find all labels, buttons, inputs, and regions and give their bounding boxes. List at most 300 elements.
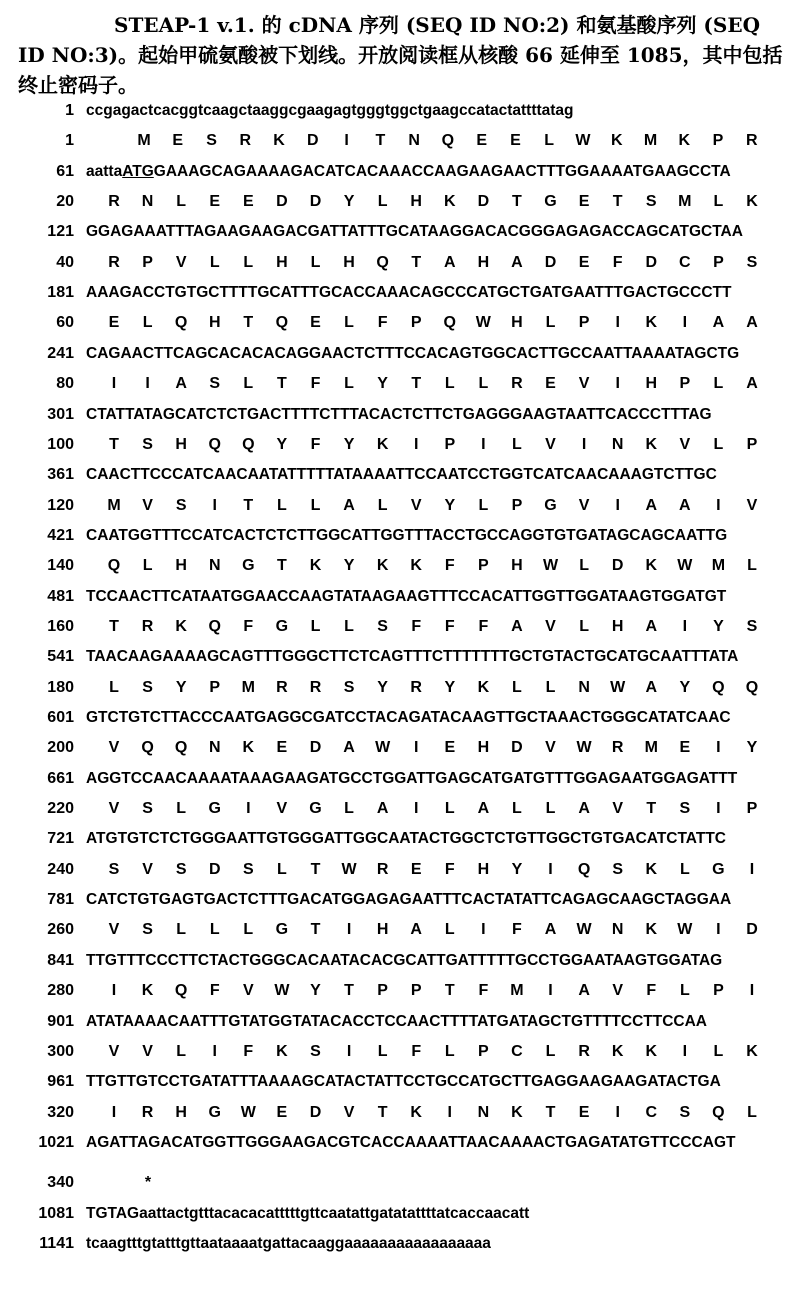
amino-acid: T <box>272 557 292 575</box>
amino-acid: R <box>104 193 124 211</box>
amino-acid: W <box>339 861 359 879</box>
amino-acid: V <box>574 375 594 393</box>
amino-acid: V <box>541 618 561 636</box>
amino-acid-sequence <box>104 254 762 272</box>
amino-acid: V <box>138 497 158 515</box>
amino-acid: L <box>205 254 225 272</box>
nucleotide-row <box>0 1073 800 1103</box>
nucleotide-sequence: TGTAGaattactgtttacacacatttttgttcaatattgatatattttatcaccaacatt <box>86 1205 529 1223</box>
amino-acid: R <box>305 679 325 697</box>
amino-acid: D <box>742 921 762 939</box>
amino-acid: Y <box>507 861 527 879</box>
amino-acid: A <box>339 497 359 515</box>
amino-acid: Q <box>574 861 594 879</box>
amino-acid: G <box>238 557 258 575</box>
amino-acid: S <box>339 679 359 697</box>
amino-acid: V <box>608 800 628 818</box>
amino-acid: L <box>305 497 325 515</box>
amino-acid: I <box>675 1043 695 1061</box>
position-number: 80 <box>0 375 74 393</box>
amino-acid: M <box>134 132 154 150</box>
amino-acid: I <box>742 982 762 1000</box>
amino-acid: K <box>440 193 460 211</box>
amino-acid: A <box>406 921 426 939</box>
position-number: 200 <box>0 739 74 757</box>
amino-acid: T <box>238 497 258 515</box>
amino-acid: Q <box>171 314 191 332</box>
amino-acid: M <box>104 497 124 515</box>
amino-acid-sequence <box>104 921 762 939</box>
amino-acid: P <box>406 982 426 1000</box>
nucleotide-row <box>0 648 800 678</box>
nucleotide-row <box>0 406 800 436</box>
position-number: 421 <box>0 527 74 545</box>
amino-acid: E <box>440 739 460 757</box>
amino-acid: K <box>641 861 661 879</box>
position-number: 781 <box>0 891 74 909</box>
amino-acid: L <box>440 921 460 939</box>
amino-acid: K <box>373 436 393 454</box>
amino-acid: I <box>406 436 426 454</box>
amino-acid: V <box>138 1043 158 1061</box>
amino-acid: W <box>573 132 593 150</box>
position-number: 901 <box>0 1013 74 1031</box>
position-number: 301 <box>0 406 74 424</box>
amino-acid: D <box>305 739 325 757</box>
figure-caption <box>18 10 788 100</box>
amino-acid: Y <box>440 679 460 697</box>
amino-acid: D <box>305 193 325 211</box>
amino-acid: L <box>138 314 158 332</box>
amino-acid: F <box>406 1043 426 1061</box>
amino-acid: R <box>608 739 628 757</box>
amino-acid-row <box>0 1174 800 1204</box>
amino-acid: N <box>404 132 424 150</box>
amino-acid: W <box>541 557 561 575</box>
position-number: 60 <box>0 314 74 332</box>
amino-acid: D <box>272 193 292 211</box>
amino-acid: E <box>541 375 561 393</box>
amino-acid: A <box>708 314 728 332</box>
amino-acid-sequence <box>104 1104 762 1122</box>
amino-acid-row <box>0 1043 800 1073</box>
amino-acid: I <box>337 132 357 150</box>
amino-acid: W <box>473 314 493 332</box>
amino-acid: L <box>238 921 258 939</box>
document-page <box>0 0 800 1291</box>
amino-acid: H <box>473 254 493 272</box>
position-number: 220 <box>0 800 74 818</box>
amino-acid: E <box>104 314 124 332</box>
amino-acid-row <box>0 314 800 344</box>
amino-acid-sequence <box>104 193 762 211</box>
amino-acid: T <box>440 982 460 1000</box>
amino-acid: D <box>541 254 561 272</box>
amino-acid: N <box>205 557 225 575</box>
amino-acid-sequence <box>104 497 762 515</box>
nucleotide-sequence: AAAGACCTGTGCTTTTGCATTTGCACCAAACAGCCCATGCTGATGAATTTGACTGCCCTT <box>86 284 731 302</box>
amino-acid: R <box>406 679 426 697</box>
amino-acid: I <box>608 375 628 393</box>
amino-acid: E <box>272 1104 292 1122</box>
amino-acid: P <box>574 314 594 332</box>
amino-acid: L <box>473 497 493 515</box>
position-number: 841 <box>0 952 74 970</box>
nucleotide-row <box>0 163 800 193</box>
amino-acid: L <box>238 254 258 272</box>
amino-acid: K <box>238 739 258 757</box>
amino-acid: F <box>507 921 527 939</box>
position-number: 180 <box>0 679 74 697</box>
amino-acid: L <box>272 497 292 515</box>
amino-acid: K <box>641 1043 661 1061</box>
amino-acid: I <box>708 739 728 757</box>
amino-acid: L <box>574 618 594 636</box>
amino-acid: G <box>541 497 561 515</box>
amino-acid: G <box>272 921 292 939</box>
amino-acid: H <box>608 618 628 636</box>
amino-acid: Q <box>205 436 225 454</box>
amino-acid: H <box>473 861 493 879</box>
position-number: 481 <box>0 588 74 606</box>
amino-acid: F <box>440 861 460 879</box>
amino-acid: L <box>507 679 527 697</box>
amino-acid: R <box>138 618 158 636</box>
amino-acid: A <box>574 800 594 818</box>
position-number: 1021 <box>0 1134 74 1152</box>
amino-acid: F <box>473 618 493 636</box>
amino-acid: T <box>272 375 292 393</box>
amino-acid: Q <box>708 679 728 697</box>
amino-acid: G <box>205 1104 225 1122</box>
position-number: 181 <box>0 284 74 302</box>
amino-acid: A <box>373 800 393 818</box>
amino-acid: P <box>473 557 493 575</box>
amino-acid: C <box>675 254 695 272</box>
amino-acid: K <box>641 557 661 575</box>
position-number: 601 <box>0 709 74 727</box>
position-number: 541 <box>0 648 74 666</box>
amino-acid: K <box>373 557 393 575</box>
amino-acid: Q <box>272 314 292 332</box>
position-number: 1141 <box>0 1235 74 1253</box>
amino-acid: I <box>104 375 124 393</box>
nucleotide-row <box>0 345 800 375</box>
amino-acid: Y <box>440 497 460 515</box>
amino-acid-row <box>0 861 800 891</box>
amino-acid: Q <box>171 982 191 1000</box>
amino-acid: R <box>742 132 762 150</box>
amino-acid: F <box>305 436 325 454</box>
amino-acid: M <box>507 982 527 1000</box>
amino-acid: A <box>641 497 661 515</box>
amino-acid: V <box>272 800 292 818</box>
position-number: 120 <box>0 497 74 515</box>
position-number: 240 <box>0 861 74 879</box>
amino-acid: L <box>708 375 728 393</box>
amino-acid: W <box>574 739 594 757</box>
amino-acid: F <box>440 618 460 636</box>
amino-acid: T <box>370 132 390 150</box>
amino-acid: A <box>641 618 661 636</box>
amino-acid: A <box>742 314 762 332</box>
amino-acid: L <box>373 1043 393 1061</box>
position-number: 1 <box>0 132 74 150</box>
amino-acid: I <box>440 1104 460 1122</box>
nucleotide-sequence: tcaagtttgtatttgttaataaaatgattacaaggaaaaaaaaaaaaaaaaa <box>86 1235 491 1253</box>
nucleotide-row <box>0 1013 800 1043</box>
amino-acid: K <box>607 132 627 150</box>
amino-acid: F <box>205 982 225 1000</box>
amino-acid: S <box>742 254 762 272</box>
nucleotide-sequence: TCCAACTTCATAATGGAACCAAGTATAAGAAGTTTCCACATTGGTTGGATAAGTGGATGT <box>86 588 726 606</box>
amino-acid-row <box>0 679 800 709</box>
amino-acid-row <box>0 375 800 405</box>
amino-acid: K <box>641 921 661 939</box>
amino-acid: M <box>238 679 258 697</box>
position-number: 20 <box>0 193 74 211</box>
amino-acid: V <box>541 436 561 454</box>
amino-acid: A <box>574 982 594 1000</box>
amino-acid: K <box>406 1104 426 1122</box>
amino-acid: I <box>675 314 695 332</box>
amino-acid: P <box>675 375 695 393</box>
nucleotide-sequence: CAGAACTTCAGCACACACAGGAACTCTTTCCACAGTGGCACTTGCCAATTAAAATAGCTG <box>86 345 739 363</box>
amino-acid-row <box>0 921 800 951</box>
amino-acid: I <box>104 982 124 1000</box>
amino-acid: S <box>171 497 191 515</box>
amino-acid: L <box>339 618 359 636</box>
nucleotide-row <box>0 102 800 132</box>
amino-acid: Y <box>373 679 393 697</box>
amino-acid: A <box>675 497 695 515</box>
nucleotide-sequence: CATCTGTGAGTGACTCTTTGACATGGAGAGAATTTCACTATATTCAGAGCAAGCTAGGAA <box>86 891 731 909</box>
amino-acid: Q <box>440 314 460 332</box>
amino-acid: N <box>574 679 594 697</box>
amino-acid: A <box>742 375 762 393</box>
amino-acid: R <box>574 1043 594 1061</box>
nucleotide-sequence: ATATAAAACAATTTGTATGGTATACACCTCCAACTTTTATGATAGCTGTTTTCCTTCCAA <box>86 1013 707 1031</box>
amino-acid: L <box>742 1104 762 1122</box>
amino-acid: P <box>205 679 225 697</box>
amino-acid: H <box>373 921 393 939</box>
amino-acid-row <box>0 254 800 284</box>
amino-acid: I <box>473 436 493 454</box>
position-number: 40 <box>0 254 74 272</box>
position-number: 140 <box>0 557 74 575</box>
amino-acid: L <box>138 557 158 575</box>
amino-acid: L <box>305 254 325 272</box>
amino-acid: M <box>708 557 728 575</box>
amino-acid: L <box>171 800 191 818</box>
amino-acid: R <box>104 254 124 272</box>
amino-acid-sequence <box>104 557 762 575</box>
amino-acid: E <box>574 1104 594 1122</box>
amino-acid: V <box>742 497 762 515</box>
amino-acid: R <box>373 861 393 879</box>
amino-acid-row <box>0 497 800 527</box>
amino-acid: K <box>272 1043 292 1061</box>
amino-acid: P <box>708 254 728 272</box>
amino-acid: S <box>641 193 661 211</box>
nucleotide-row <box>0 891 800 921</box>
amino-acid: P <box>708 982 728 1000</box>
amino-acid-sequence <box>104 982 762 1000</box>
amino-acid: M <box>641 739 661 757</box>
amino-acid: L <box>539 132 559 150</box>
amino-acid: I <box>541 861 561 879</box>
amino-acid: H <box>171 436 191 454</box>
amino-acid: V <box>104 1043 124 1061</box>
position-number: 661 <box>0 770 74 788</box>
amino-acid: I <box>708 800 728 818</box>
amino-acid: G <box>708 861 728 879</box>
amino-acid: E <box>272 739 292 757</box>
amino-acid: V <box>171 254 191 272</box>
amino-acid: R <box>507 375 527 393</box>
amino-acid: Y <box>675 679 695 697</box>
nucleotide-row <box>0 770 800 800</box>
amino-acid: W <box>675 557 695 575</box>
nucleotide-sequence: TTGTTTCCCTTCTACTGGGCACAATACACGCATTGATTTTTGCCTGGAATAAGTGGATAG <box>86 952 722 970</box>
amino-acid: L <box>675 982 695 1000</box>
amino-acid: F <box>440 557 460 575</box>
amino-acid: Y <box>373 375 393 393</box>
amino-acid: K <box>473 679 493 697</box>
amino-acid: L <box>742 557 762 575</box>
amino-acid: H <box>171 557 191 575</box>
amino-acid: H <box>507 314 527 332</box>
amino-acid: I <box>406 739 426 757</box>
position-number: 340 <box>0 1174 74 1192</box>
amino-acid: L <box>171 193 191 211</box>
amino-acid: S <box>138 679 158 697</box>
amino-acid: H <box>339 254 359 272</box>
amino-acid: L <box>440 375 460 393</box>
amino-acid: I <box>541 982 561 1000</box>
amino-acid: L <box>272 861 292 879</box>
amino-acid-row <box>0 800 800 830</box>
amino-acid: Q <box>742 679 762 697</box>
nucleotide-sequence: TTGTTGTCCTGATATTTAAAAGCATACTATTCCTGCCATGCTTGAGGAAGAAGATACTGA <box>86 1073 721 1091</box>
amino-acid: L <box>373 193 393 211</box>
nucleotide-row <box>0 466 800 496</box>
amino-acid: T <box>373 1104 393 1122</box>
amino-acid: P <box>406 314 426 332</box>
amino-acid: Y <box>339 557 359 575</box>
amino-acid: E <box>406 861 426 879</box>
amino-acid: I <box>473 921 493 939</box>
amino-acid: W <box>272 982 292 1000</box>
amino-acid: A <box>507 254 527 272</box>
amino-acid: S <box>138 436 158 454</box>
amino-acid: L <box>440 1043 460 1061</box>
amino-acid: T <box>406 375 426 393</box>
amino-acid: L <box>473 375 493 393</box>
position-number: 260 <box>0 921 74 939</box>
amino-acid: W <box>238 1104 258 1122</box>
position-number: 721 <box>0 830 74 848</box>
amino-acid: L <box>541 679 561 697</box>
amino-acid: Q <box>205 618 225 636</box>
amino-acid: P <box>440 436 460 454</box>
amino-acid: T <box>305 861 325 879</box>
amino-acid: L <box>339 375 359 393</box>
amino-acid: Y <box>339 193 359 211</box>
amino-acid: Q <box>708 1104 728 1122</box>
amino-acid: P <box>742 436 762 454</box>
amino-acid: A <box>440 254 460 272</box>
amino-acid: Q <box>104 557 124 575</box>
amino-acid: S <box>608 861 628 879</box>
amino-acid: S <box>202 132 222 150</box>
nucleotide-sequence: AGATTAGACATGGTTGGGAAGACGTCACCAAAATTAACAAAACTGAGATATGTTCCCAGT <box>86 1134 735 1152</box>
position-number: 1 <box>0 102 74 120</box>
amino-acid: N <box>473 1104 493 1122</box>
amino-acid: W <box>373 739 393 757</box>
amino-acid-sequence <box>104 618 762 636</box>
amino-acid: F <box>238 1043 258 1061</box>
amino-acid: V <box>406 497 426 515</box>
amino-acid: I <box>138 375 158 393</box>
amino-acid: L <box>541 1043 561 1061</box>
amino-acid: S <box>238 861 258 879</box>
amino-acid-sequence <box>104 1043 762 1061</box>
amino-acid: T <box>104 436 124 454</box>
nucleotide-sequence: CAATGGTTTCCATCACTCTCTTGGCATTGGTTTACCTGCCAGGTGTGATAGCAGCAATTG <box>86 527 727 545</box>
amino-acid: T <box>305 921 325 939</box>
amino-acid: E <box>305 314 325 332</box>
amino-acid-row <box>0 739 800 769</box>
amino-acid: E <box>574 193 594 211</box>
amino-acid: I <box>574 436 594 454</box>
amino-acid: Q <box>138 739 158 757</box>
amino-acid: L <box>171 1043 191 1061</box>
amino-acid: L <box>373 497 393 515</box>
amino-acid: E <box>205 193 225 211</box>
amino-acid-row <box>0 193 800 223</box>
amino-acid: I <box>104 1104 124 1122</box>
amino-acid: K <box>406 557 426 575</box>
amino-acid: K <box>742 1043 762 1061</box>
amino-acid: G <box>205 800 225 818</box>
amino-acid: L <box>104 679 124 697</box>
amino-acid: D <box>507 739 527 757</box>
amino-acid: D <box>608 557 628 575</box>
amino-acid: S <box>138 800 158 818</box>
caption-text: STEAP-1 v.1. 的 cDNA 序列 (SEQ ID NO:2) 和氨基酸序列 (SEQ ID NO:3)。起始甲硫氨酸被下划线。开放阅读框从核酸 66 延伸至 1085，其中包括终止密码子。 <box>18 10 788 100</box>
amino-acid: K <box>742 193 762 211</box>
amino-acid: K <box>641 314 661 332</box>
amino-acid: L <box>574 557 594 575</box>
position-number: 1081 <box>0 1205 74 1223</box>
amino-acid: V <box>339 1104 359 1122</box>
amino-acid: V <box>541 739 561 757</box>
amino-acid: T <box>238 314 258 332</box>
amino-acid: W <box>608 679 628 697</box>
amino-acid: Y <box>305 982 325 1000</box>
amino-acid: V <box>104 739 124 757</box>
nucleotide-row <box>0 1235 800 1265</box>
amino-acid: K <box>507 1104 527 1122</box>
amino-acid-sequence <box>138 1174 168 1192</box>
amino-acid: V <box>104 800 124 818</box>
amino-acid: G <box>272 618 292 636</box>
amino-acid: V <box>574 497 594 515</box>
amino-acid: D <box>205 861 225 879</box>
amino-acid: T <box>104 618 124 636</box>
nucleotide-sequence: TAACAAGAAAAGCAGTTTGGGCTTCTCAGTTTCTTTTTTTGCTGTACTGCATGCAATTTATA <box>86 648 738 666</box>
